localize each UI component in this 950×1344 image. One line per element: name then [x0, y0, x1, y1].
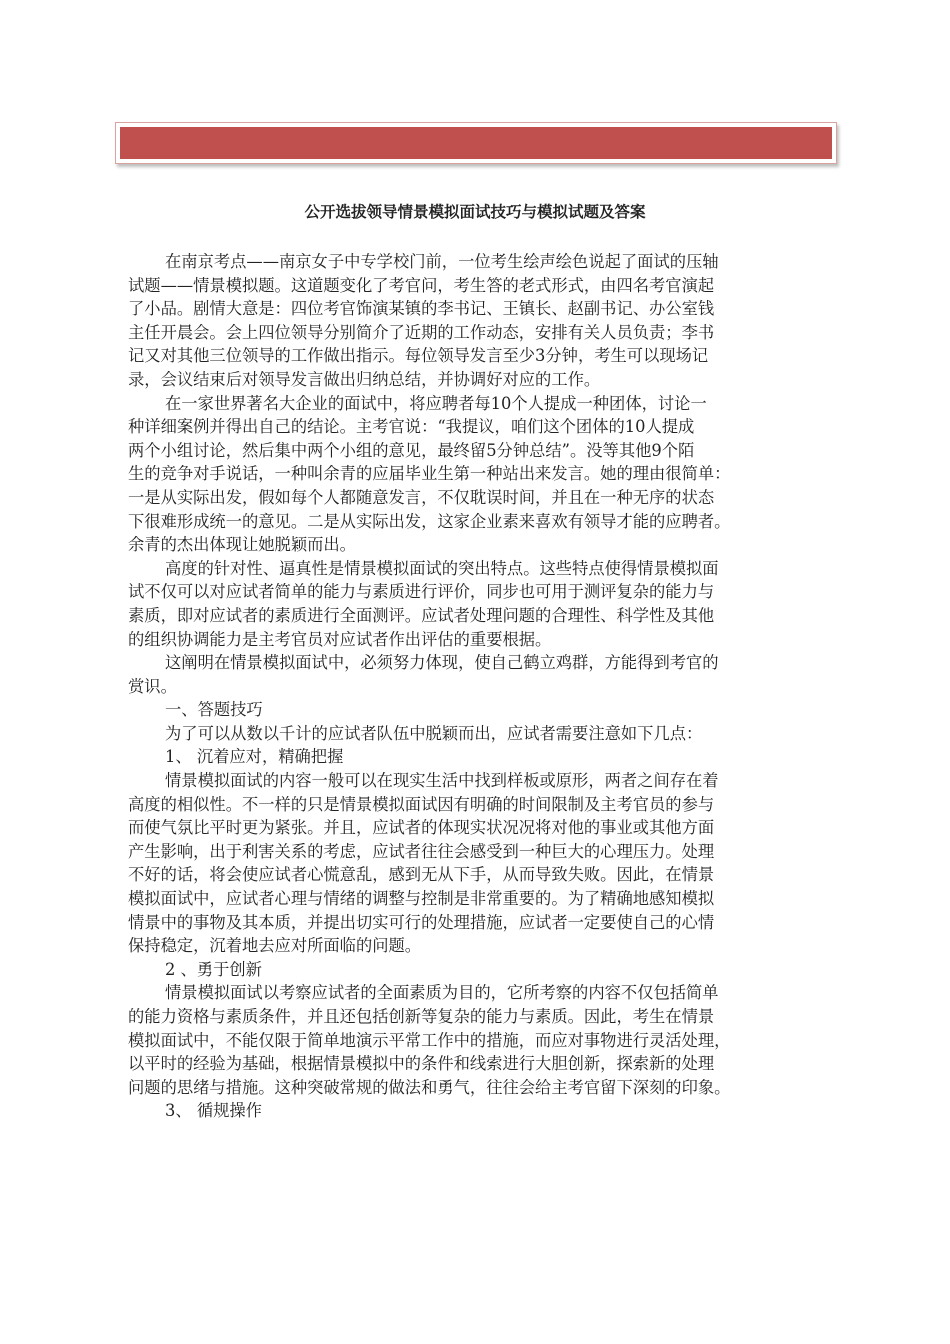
text-line: 在一家世界著名大企业的面试中，将应聘者每10个人提成一种团体，讨论一	[165, 393, 707, 413]
text-line: 而使气氛比平时更为紧张。并且，应试者的体现实状况况将对他的事业或其他方面	[128, 818, 715, 838]
text-line: 在南京考点——南京女子中专学校门前，一位考生绘声绘色说起了面试的压轴	[165, 252, 719, 271]
document-body	[128, 250, 828, 1123]
text-line: 高度的针对性、逼真性是情景模拟面试的突出特点。这些特点使得情景模拟面	[165, 558, 719, 578]
text-line: 下很难形成统一的意见。二是从实际出发，这家企业素来喜欢有领导才能的应聘者。	[128, 511, 731, 531]
document-title: 公开选拔领导情景模拟面试技巧与模拟试题及答案	[304, 203, 646, 221]
text-line: 的组织协调能力是主考官员对应试者作出评估的重要根据。	[128, 629, 552, 649]
text-line: 这阐明在情景模拟面试中，必须努力体现，使自己鹤立鸡群，方能得到考官的	[165, 653, 719, 673]
text-line: 试不仅可以对应试者简单的能力与素质进行评价，同步也可用于测评复杂的能力与	[128, 582, 715, 602]
text-line: 为了可以从数以千计的应试者队伍中脱颖而出，应试者需要注意如下几点：	[165, 723, 703, 743]
text-line: 高度的相似性。不一样的只是情景模拟面试因有明确的时间限制及主考官员的参与	[128, 794, 715, 814]
text-line: 了小品。剧情大意是：四位考官饰演某镇的李书记、王镇长、赵副书记、办公室钱	[128, 299, 715, 319]
text-line: 素质，即对应试者的素质进行全面测评。应试者处理问题的合理性、科学性及其他	[128, 605, 715, 625]
text-line: 赏识。	[128, 676, 177, 696]
text-line: 余青的杰出体现让她脱颖而出。	[128, 535, 356, 555]
text-line: 不好的话，将会使应试者心慌意乱，感到无从下手，从而导致失败。因此，在情景	[128, 865, 715, 885]
text-line: 试题——情景模拟题。这道题变化了考官问，考生答的老式形式，由四名考官演起	[128, 275, 715, 295]
text-line: 模拟面试中，应试者心理与情绪的调整与控制是非常重要的。为了精确地感知模拟	[128, 889, 715, 909]
text-line: 种详细案例并得出自己的结论。主考官说：“我提议，咱们这个团体的10人提成	[128, 417, 695, 437]
text-line: 情景模拟面试以考察应试者的全面素质为目的，它所考察的内容不仅包括简单	[165, 983, 719, 1003]
text-line: 模拟面试中，不能仅限于简单地演示平常工作中的措施，而应对事物进行灵活处理，	[128, 1030, 731, 1050]
text-line: 情景模拟面试的内容一般可以在现实生活中找到样板或原形，两者之间存在着	[165, 771, 719, 791]
text-line: 产生影响，出于利害关系的考虑，应试者往往会感受到一种巨大的心理压力。处理	[128, 841, 715, 861]
text-line: 2 、勇于创新	[165, 959, 262, 979]
text-line: 3、 循规操作	[165, 1101, 262, 1121]
text-line: 记又对其他三位领导的工作做出指示。每位领导发言至少3分钟，考生可以现场记	[128, 346, 709, 366]
text-line: 保持稳定，沉着地去应对所面临的问题。	[128, 936, 422, 956]
header-band-frame	[115, 122, 837, 164]
text-line: 一是从实际出发，假如每个人都随意发言，不仅耽误时间，并且在一种无序的状态	[128, 487, 715, 507]
text-line: 两个小组讨论，然后集中两个小组的意见，最终留5分钟总结”。没等其他9个陌	[128, 440, 695, 460]
text-line: 生的竞争对手说话，一种叫余青的应届毕业生第一种站出来发言。她的理由很简单：	[128, 464, 731, 484]
text-line: 的能力资格与素质条件，并且还包括创新等复杂的能力与素质。因此，考生在情景	[128, 1007, 715, 1026]
text-line: 录，会议结束后对领导发言做出归纳总结，并协调好对应的工作。	[128, 369, 601, 389]
text-line: 1、 沉着应对，精确把握	[165, 747, 344, 767]
text-line: 情景中的事物及其本质，并提出切实可行的处理措施，应试者一定要使自己的心情	[128, 912, 715, 932]
text-line: 一、答题技巧	[165, 700, 263, 720]
text-line: 以平时的经验为基础，根据情景模拟中的条件和线索进行大胆创新，探索新的处理	[128, 1054, 715, 1074]
text-line: 主任开晨会。会上四位领导分别简介了近期的工作动态，安排有关人员负责；李书	[128, 322, 715, 342]
header-band	[120, 127, 832, 159]
text-line: 问题的思绪与措施。这种突破常规的做法和勇气，往往会给主考官留下深刻的印象。	[128, 1077, 731, 1097]
